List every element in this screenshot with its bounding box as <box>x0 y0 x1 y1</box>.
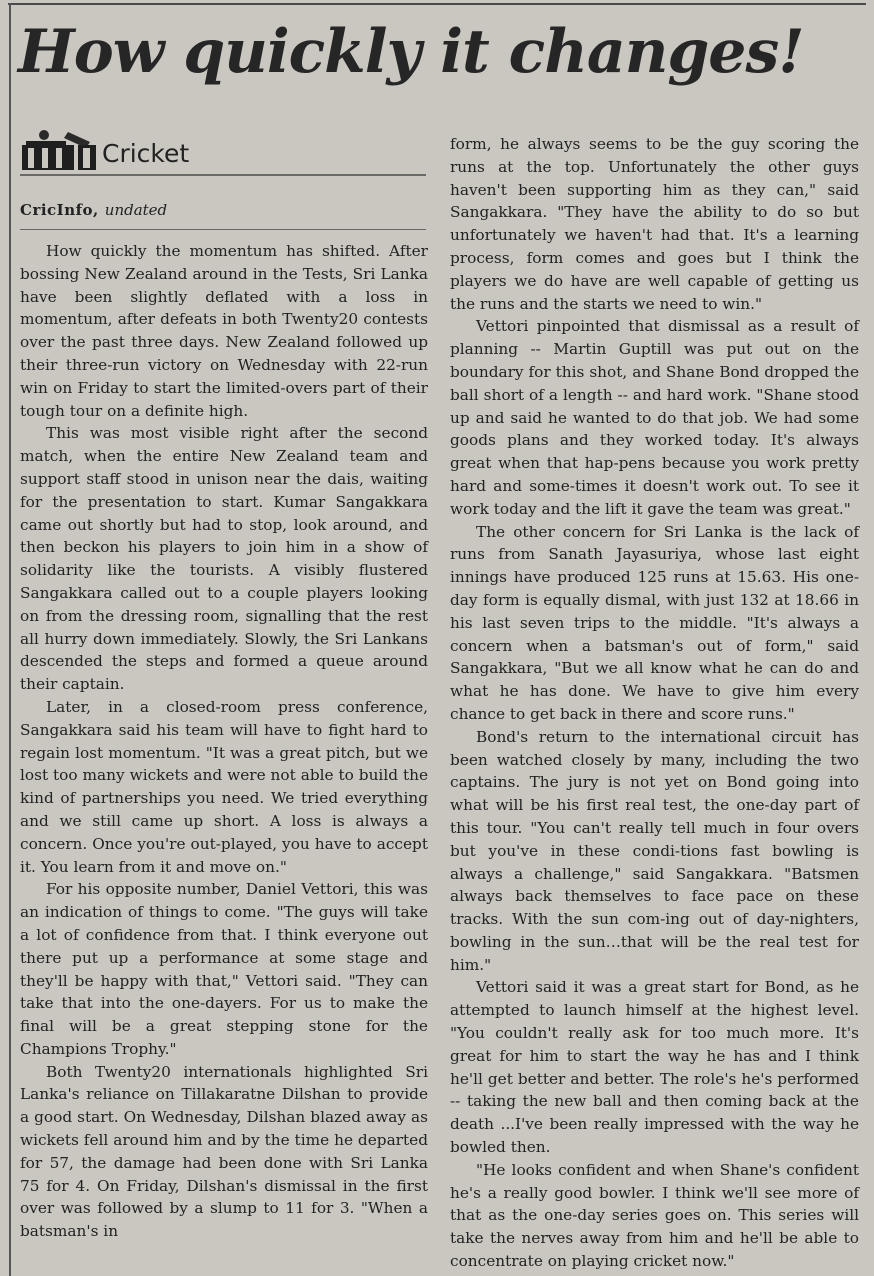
paragraph: The other concern for Sri Lanka is the lack of runs from Sanath Jayasuriya, whose last eight innings have produced 125 runs at 15.63. His one-day form is equally dismal, with just 132 at 18.66 in his last seven trips to the middle. "It's always a concern when a batsman's out of form," said Sangakkara, "But we all know what he can do and what he has done. We have to give him every chance to get back in there and score runs." <box>450 522 859 723</box>
paragraph: Vettori said it was a great start for Bond, as he attempted to launch himself at the highest level. "You couldn't really ask for too much more. It's great for him to start the way he has and I think he'll get better and better. The role's he's performed -- taking the new ball and then coming back at the death ...I've been really impressed with the way he bowled then. <box>450 978 859 1157</box>
paragraph: How quickly the momentum has shifted. After bossing New Zealand around in the Tests, Sri Lanka have been slightly deflated with a loss in momentum, after defeats in both Twenty20 contests over the past three days. New Zealand followed up their three-run victory on Wednesday with 22-run win on Friday to start the limited-overs part of their tough tour on a definite high. <box>20 242 428 420</box>
paragraph: Bond's return to the international circuit has been watched closely by many, including the two captains. The jury is not yet on Bond going into what will be his first real test, the one-day part of this tour. "You can't really tell much in four overs but you've in these condi-tions fast bowling is always a challenge," said Sangakkara. "Batsmen always back themselves to face pace on these tracks. With the sun com-ing out of day-nighters, bowling in the sun…that will be the real test for him." <box>450 727 859 974</box>
section-header <box>20 128 426 176</box>
byline-source: CricInfo, <box>20 201 99 219</box>
left-column-rule <box>9 3 11 1276</box>
paragraph-continued: form, he always seems to be the guy scoring the runs at the top. Unfortunately the other guys haven't been supporting him as they can," said Sangakkara. "They have the ability to do so but unfortunately we haven't had that. It's a learning process, form comes and goes but I think the players we do have are well capable of getting us the runs and the starts we need to win." <box>450 135 859 313</box>
byline-rule <box>20 229 426 230</box>
article-column-1 <box>20 240 428 1243</box>
paragraph: Both Twenty20 internationals highlighted Sri Lanka's reliance on Tillakaratne Dilshan to provide a good start. On Wednesday, Dilshan blazed away as wickets fell around him and by the time he departed for 57, the damage had been done with Sri Lanka 75 for 4. On Friday, Dilshan's dismissal in the first over was followed by a slump to 11 for 3. "When a batsman's in <box>20 1062 428 1241</box>
paragraph: For his opposite number, Daniel Vettori, this was an indication of things to come. "The guys will take a lot of confidence from that. I think everyone out there put up a performance at some stage and they'll be happy with that," Vettori said. "They can take that into the one-dayers. For us to make the final will be a great stepping stone for the Champions Trophy." <box>20 880 428 1058</box>
section-label: Cricket <box>102 139 190 168</box>
paragraph: Vettori pinpointed that dismissal as a result of planning -- Martin Guptill was put out on the boundary for this shot, and Shane Bond dropped the ball short of a length -- and hard work. "Shane stood up and said he wanted to do that job. We had some goods plans and they worked today. It's always great when that hap-pens because you work pretty hard and some-times it doesn't work out. To see it work today and the lift it gave the team was great." <box>450 317 859 518</box>
byline <box>20 199 167 221</box>
section-rule <box>20 174 426 176</box>
byline-note: undated <box>104 201 168 219</box>
article-column-2 <box>450 133 859 1273</box>
paragraph: Later, in a closed-room press conference, Sangakkara said his team will have to fight hard to regain lost momentum. "It was a great pitch, but we lost too many wickets and were not able to build the kind of partnerships you need. We tried everything and we still came up short. A loss is always a concern. Once you're out-played, you have to accept it. You learn from it and move on." <box>20 697 428 876</box>
headline: How quickly it changes! <box>18 17 804 87</box>
paragraph: This was most visible right after the second match, when the entire New Zealand team and support staff stood in unison near the dais, waiting for the presentation to start. Kumar Sangakkara came out shortly but had to stop, look around, and then beckon his players to join him in a show of solidarity like the tourists. A visibly flustered Sangakkara called out to a couple players looking on from the dressing room, signalling that the rest all hurry down immediately. Slowly, the Sri Lankans descended the steps and formed a queue around their captain. <box>20 424 428 694</box>
cricket-stumps-icon <box>20 128 98 172</box>
paragraph: "He looks confident and when Shane's confident he's a really good bowler. I think we'll see more of that as the one-day series goes on. This series will take the nerves away from him and he'll be able to concentrate on playing cricket now." <box>450 1160 859 1271</box>
top-rule <box>8 3 866 5</box>
